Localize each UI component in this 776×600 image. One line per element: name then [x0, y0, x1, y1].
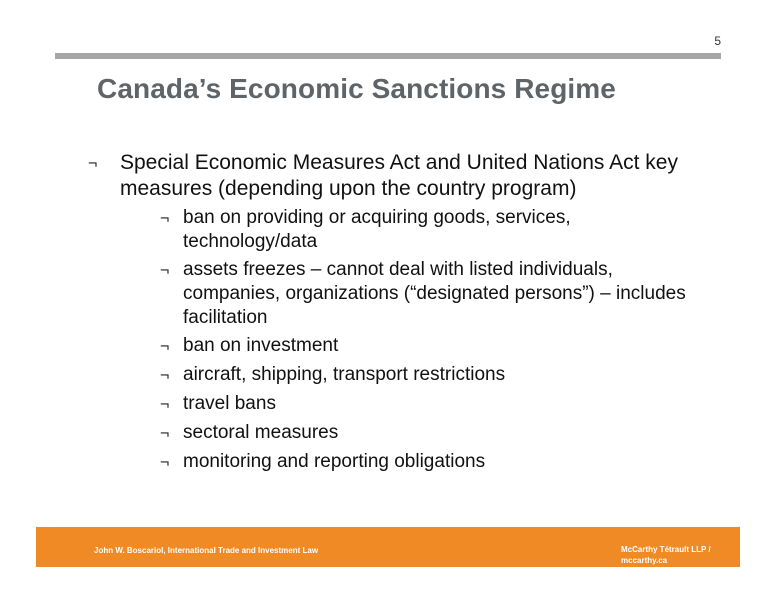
- footer-firm: McCarthy Tétrault LLP / mccarthy.ca: [621, 545, 711, 565]
- sub-bullet-item: [160, 392, 688, 417]
- bullet-marker: ¬: [160, 367, 170, 384]
- sub-bullet-list: [160, 206, 688, 475]
- sub-bullet-item: [160, 206, 688, 254]
- sub-bullet-item: [160, 363, 688, 388]
- main-bullet-text: Special Economic Measures Act and United Nations Act key measures (depending upon the country program): [120, 151, 678, 200]
- sub-bullet-text: aircraft, shipping, transport restrictions: [183, 364, 506, 385]
- top-divider: [55, 53, 721, 59]
- sub-bullet-text: travel bans: [183, 393, 276, 414]
- footer-author: John W. Boscariol, International Trade and Investment Law: [94, 546, 319, 555]
- sub-bullet-text: monitoring and reporting obligations: [183, 451, 486, 472]
- sub-bullet-item: [160, 258, 688, 330]
- sub-bullet-item: [160, 450, 688, 475]
- sub-bullet-text: ban on investment: [183, 335, 339, 356]
- sub-bullet-text: sectoral measures: [183, 422, 339, 443]
- bullet-marker: ¬: [160, 425, 170, 442]
- bullet-marker: ¬: [88, 155, 98, 172]
- bullet-marker: ¬: [160, 338, 170, 355]
- main-bullet: [88, 150, 688, 479]
- main-bullet-content: [120, 150, 688, 479]
- bullet-marker: ¬: [160, 262, 170, 279]
- sub-bullet-item: [160, 334, 688, 359]
- bullet-list: [88, 150, 688, 479]
- bullet-marker: ¬: [160, 210, 170, 227]
- page-number: 5: [714, 34, 721, 48]
- footer-bar: [36, 527, 740, 567]
- sub-bullet-item: [160, 421, 688, 446]
- bullet-marker: ¬: [160, 454, 170, 471]
- bullet-marker: ¬: [160, 396, 170, 413]
- sub-bullet-text: ban on providing or acquiring goods, services, technology/data: [183, 207, 571, 252]
- sub-bullet-text: assets freezes – cannot deal with listed individuals, companies, organizations (“designated persons”) – includes facilitation: [183, 259, 686, 328]
- slide-title: Canada’s Economic Sanctions Regime: [97, 73, 616, 104]
